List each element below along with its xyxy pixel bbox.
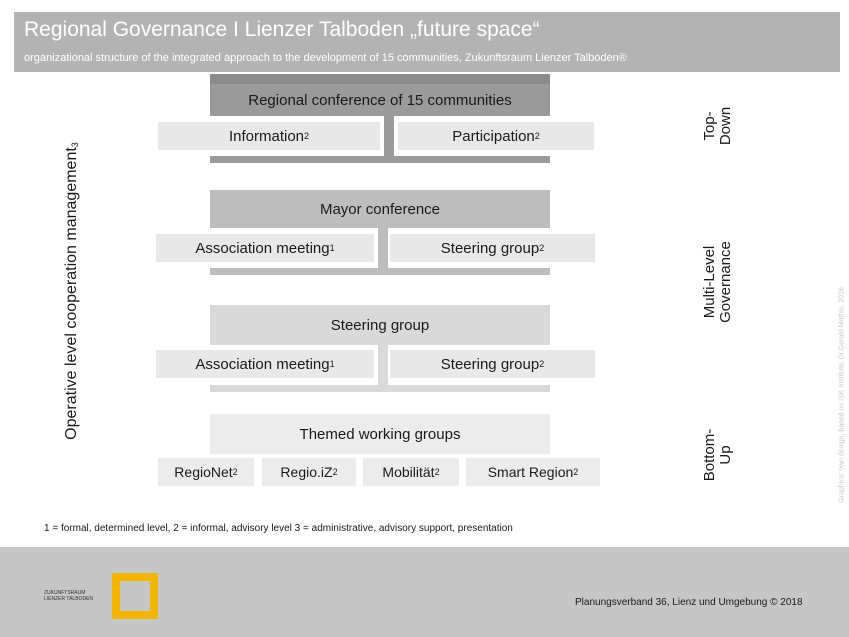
- footer-credit: Planungsverband 36, Lienz und Umgebung © 2018: [575, 597, 803, 608]
- multi-level-label-line1: Multi-Level: [701, 245, 718, 319]
- level1-left-label: Information: [228, 127, 305, 145]
- level2-right-sub: 2: [539, 243, 545, 253]
- logo-line-2: LIENZER TALBODEN: [44, 596, 93, 602]
- level3-title: Steering group: [330, 316, 430, 334]
- level2-title-box: [210, 190, 550, 228]
- footnote: 1 = formal, determined level, 2 = informal, advisory level 3 = administrative, advisory support, presentation: [44, 523, 513, 534]
- multi-level-governance-label: [702, 241, 734, 323]
- level2-left-sub: 1: [329, 243, 335, 253]
- working-group-item: [466, 458, 600, 486]
- working-group-sub: 2: [332, 467, 338, 477]
- level2-connector: [378, 228, 388, 268]
- working-group-item: [262, 458, 356, 486]
- level1-left-sub: 2: [304, 131, 310, 141]
- working-group-label: RegioNet: [174, 464, 233, 480]
- level4-title-box: [210, 414, 550, 454]
- level3-left-label: Association meeting: [195, 355, 330, 373]
- level2-title: Mayor conference: [319, 200, 441, 218]
- level3-connector: [378, 345, 388, 385]
- multi-level-label-line2: Governance: [717, 241, 734, 323]
- working-group-sub: 2: [573, 467, 579, 477]
- bottom-up-label-line1: Bottom-: [701, 428, 718, 482]
- level1-title: Regional conference of 15 communities: [248, 91, 512, 109]
- bottom-up-label: [702, 429, 734, 482]
- working-group-item: [158, 458, 254, 486]
- operative-level-label: [63, 142, 81, 440]
- level1-title-box: [210, 84, 550, 116]
- top-down-label: [702, 107, 734, 145]
- level1-left-box: [158, 122, 380, 150]
- side-credit: Graphics: own design, based on ISK Institute, Dr.Gerald Mathis, 2016: [838, 287, 846, 503]
- level2-base-bar: [210, 268, 550, 275]
- logo-square-icon: [112, 573, 158, 619]
- level1-right-box: [398, 122, 594, 150]
- operative-level-label-sub: 3: [70, 142, 80, 148]
- header-banner: [14, 12, 840, 72]
- working-group-label: Regio.iZ: [280, 464, 333, 480]
- level1-right-label: Participation: [452, 127, 535, 145]
- logo-text: [44, 590, 93, 602]
- level2-left-label: Association meeting: [195, 239, 330, 257]
- level1-base-bar: [210, 156, 550, 163]
- working-group-item: [363, 458, 459, 486]
- bottom-up-label-line2: Up: [717, 445, 734, 465]
- level3-right-label: Steering group: [440, 355, 540, 373]
- level4-title: Themed working groups: [299, 425, 461, 443]
- top-down-label-line1: Top-: [701, 111, 718, 141]
- page-title: Regional Governance I Lienzer Talboden „future space“: [24, 18, 540, 41]
- level3-left-sub: 1: [329, 359, 335, 369]
- working-group-sub: 2: [232, 467, 238, 477]
- logo-line-1: ZUKUNFTSRAUM: [44, 590, 86, 596]
- level1-right-sub: 2: [534, 131, 540, 141]
- level2-left-box: [156, 234, 374, 262]
- top-down-label-line2: Down: [717, 106, 734, 146]
- level2-right-box: [390, 234, 595, 262]
- level3-title-box: [210, 305, 550, 345]
- level3-right-box: [390, 350, 595, 378]
- level3-left-box: [156, 350, 374, 378]
- working-group-label: Mobilität: [382, 464, 435, 480]
- level2-right-label: Steering group: [440, 239, 540, 257]
- level1-connector: [384, 116, 394, 156]
- level3-right-sub: 2: [539, 359, 545, 369]
- level3-base-bar: [210, 385, 550, 392]
- page-subtitle: organizational structure of the integrated approach to the development of 15 communities, Zukunftsraum Lienzer Talboden®: [24, 52, 627, 64]
- level1-top-bar: [210, 74, 550, 84]
- working-group-sub: 2: [434, 467, 440, 477]
- working-group-label: Smart Region: [487, 464, 574, 480]
- operative-level-label-text: Operative level cooperation management: [63, 147, 80, 440]
